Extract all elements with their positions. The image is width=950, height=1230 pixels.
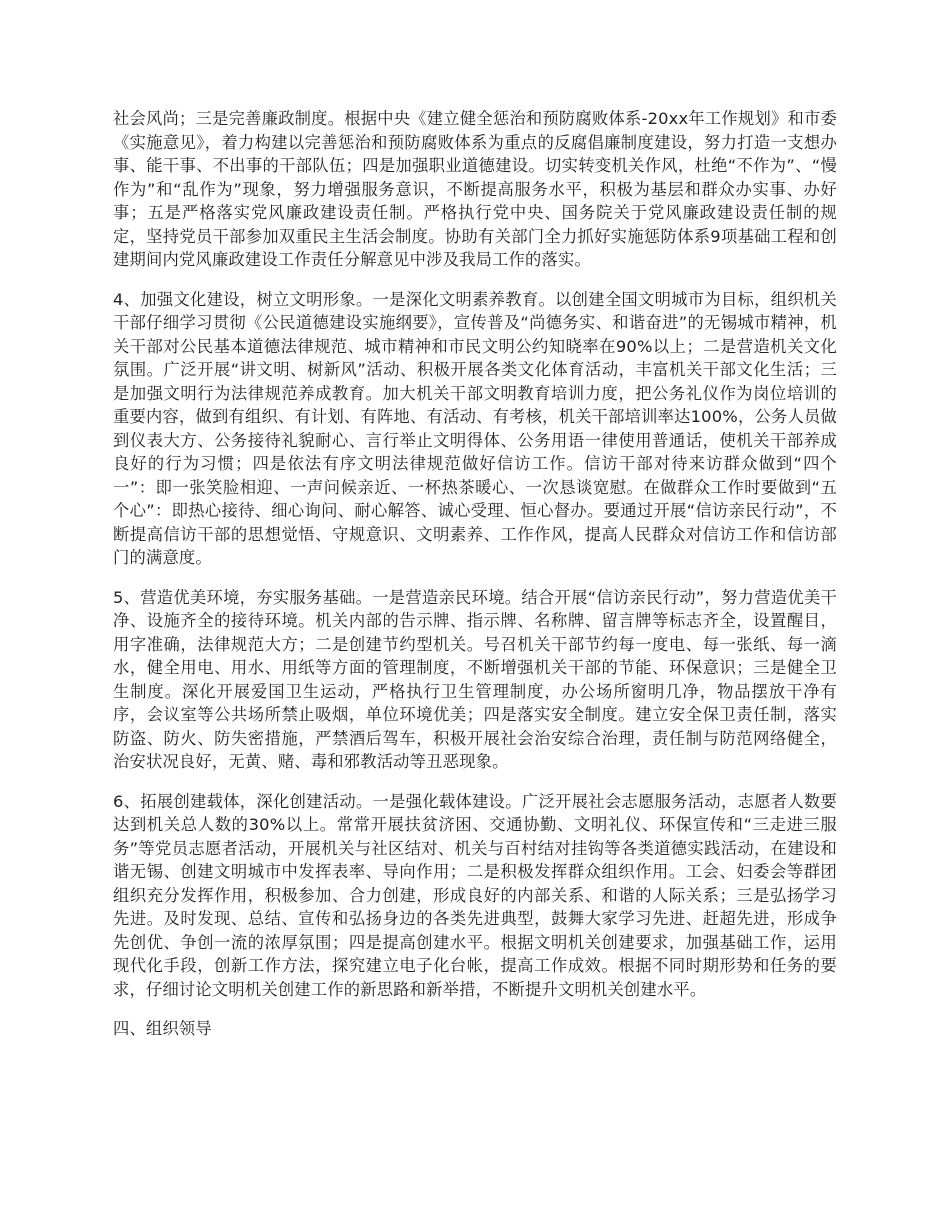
paragraph-creation-activities: 6、拓展创建载体，深化创建活动。一是强化载体建设。广泛开展社会志愿服务活动，志愿者人数要达到机关总人数的30%以上。常常开展扶贫济困、交通协勤、文明礼仪、环保宣传和“三走进三服务”等党员志愿者活动，开展机关与社区结对、机关与百村结对挂钩等各类道德实践活动，在建设和谐无锡、创建文明城市中发挥表率、导向作用；二是积极发挥群众组织作用。工会、妇委会等群团组织充分发挥作用，积极参加、合力创建，形成良好的内部关系、和谐的人际关系；三是弘扬学习先进。及时发现、总结、宣传和弘扬身边的各类先进典型，鼓舞大家学习先进、赶超先进，形成争先创优、争创一流的浓厚氛围；四是提高创建水平。根据文明机关创建要求，加强基础工作，运用现代化手段，创新工作方法，探究建立电子化台帐，提高工作成效。根据不同时期形势和任务的要求，仔细讨论文明机关创建工作的新思路和新举措，不断提升文明机关创建水平。 bbox=[113, 791, 837, 999]
paragraph-culture-building: 4、加强文化建设，树立文明形象。一是深化文明素养教育。以创建全国文明城市为目标，组织机关干部仔细学习贯彻《公民道德建设实施纲要》，宣传普及“尚德务实、和谐奋进”的无锡城市精神，机关干部对公民基本道德法律规范、城市精神和市民文明公约知晓率在90%以上；二是营造机关文化氛围。广泛开展“讲文明、树新风”活动、积极开展各类文化体育活动，丰富机关干部文化生活；三是加强文明行为法律规范养成教育。加大机关干部文明教育培训力度，把公务礼仪作为岗位培训的重要内容，做到有组织、有计划、有阵地、有活动、有考核，机关干部培训率达100%，公务人员做到仪表大方、公务接待礼貌耐心、言行举止文明得体、公务用语一律使用普通话，使机关干部养成良好的行为习惯；四是依法有序文明法律规范做好信访工作。信访干部对待来访群众做到“四个一”：即一张笑脸相迎、一声问候亲近、一杯热茶暖心、一次恳谈宽慰。在做群众工作时要做到“五个心”：即热心接待、细心询问、耐心解答、诚心受理、恒心督办。要通过开展“信访亲民行动”，不断提高信访干部的思想觉悟、守规意识、文明素养、工作作风，提高人民群众对信访工作和信访部门的满意度。 bbox=[113, 289, 837, 567]
paragraph-integrity-system: 社会风尚；三是完善廉政制度。根据中央《建立健全惩治和预防腐败体系-20xx年工作规划》和市委《实施意见》，着力构建以完善惩治和预防腐败体系为重点的反腐倡廉制度建设，努力打造一支想办事、能干事、不出事的干部队伍；四是加强职业道德建设。切实转变机关作风，杜绝“不作为”、“慢作为”和“乱作为”现象，努力增强服务意识，不断提高服务水平，积极为基层和群众办实事、办好事；五是严格落实党风廉政建设责任制。严格执行党中央、国务院关于党风廉政建设责任制的规定，坚持党员干部参加双重民主生活会制度。协助有关部门全力抓好实施惩防体系9项基础工程和创建期间内党风廉政建设工作责任分解意见中涉及我局工作的落实。 bbox=[113, 109, 837, 269]
document-body bbox=[113, 107, 837, 1057]
paragraph-environment: 5、营造优美环境，夯实服务基础。一是营造亲民环境。结合开展“信访亲民行动”，努力营造优美干净、设施齐全的接待环境。机关内部的告示牌、指示牌、名称牌、留言牌等标志齐全，设置醒目，用字准确，法律规范大方；二是创建节约型机关。号召机关干部节约每一度电、每一张纸、每一滴水，健全用电、用水、用纸等方面的管理制度，不断增强机关干部的节能、环保意识；三是健全卫生制度。深化开展爱国卫生运动，严格执行卫生管理制度，办公场所窗明几净，物品摆放干净有序，会议室等公共场所禁止吸烟，单位环境优美；四是落实安全制度。建立安全保卫责任制，落实防盗、防火、防失密措施，严禁酒后驾车，积极开展社会治安综合治理，责任制与防范网络健全，治安状况良好，无黄、赌、毒和邪教活动等丑恶现象。 bbox=[113, 587, 837, 771]
section-heading-organization: 四、组织领导 bbox=[113, 1019, 212, 1038]
